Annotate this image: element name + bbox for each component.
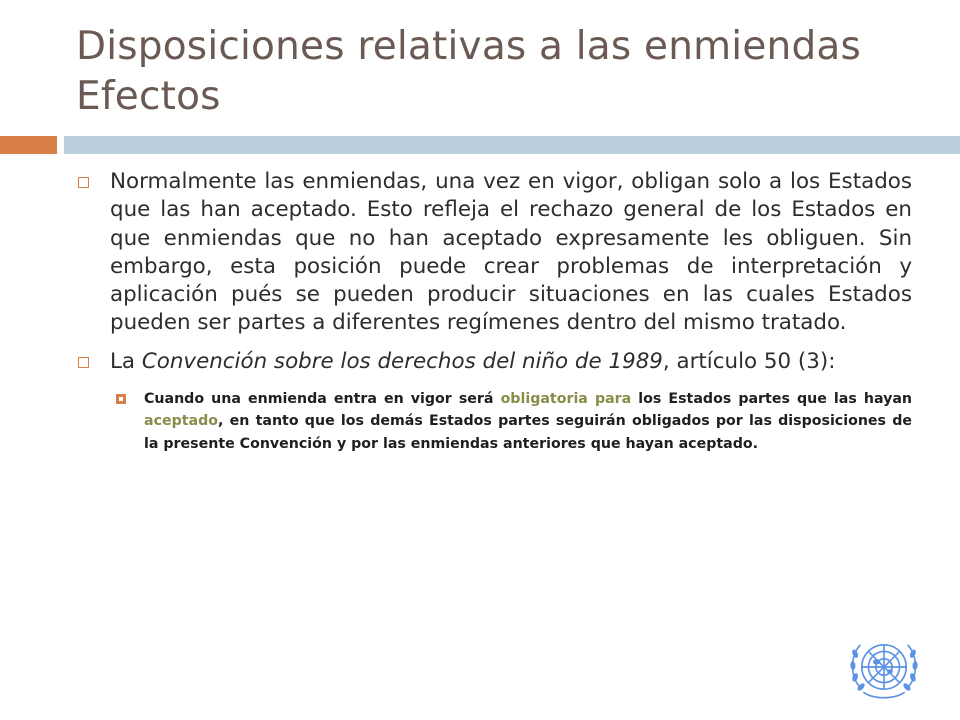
sub-bullet-text-part-3: , en tanto que los demás Estados partes seguirán obligados por las disposiciones de la presente Convención y por las enmiendas anteriores que hayan aceptado. [144, 413, 912, 452]
bullet-item-2 [76, 348, 912, 376]
slide-title-line-1: Disposiciones relativas a las enmiendas [76, 24, 862, 69]
slide-body [76, 168, 912, 455]
sub-bullet-item [110, 388, 912, 455]
highlight-obligatoria: obligatoria para [500, 391, 632, 408]
bullet-text-1: Normalmente las enmiendas, una vez en vigor, obligan solo a los Estados que las han aceptado. Esto refleja el rechazo general de los Estados en que enmiendas que no han aceptado expresamente les obliguen. Sin embargo, esta posición puede crear problemas de interpretación y aplicación pués se pueden producir situaciones en las cuales Estados pueden ser partes a diferentes regímenes dentro del mismo tratado. [110, 169, 912, 336]
highlight-aceptado: aceptado [144, 413, 219, 430]
slide-title-line-2: Efectos [76, 74, 221, 119]
sub-bullet-text-part-2: los Estados partes que las hayan [631, 391, 912, 408]
bullet-text-2-prefix: La [110, 348, 142, 374]
bullet-item-1 [76, 168, 912, 338]
convention-title: Convención sobre los derechos del niño de 1989 [141, 348, 663, 374]
accent-bar-orange [0, 136, 57, 154]
slide-title [76, 22, 936, 122]
hollow-square-bullet-icon [78, 177, 89, 188]
sub-bullet-text-part-1: Cuando una enmienda entra en vigor será [144, 391, 501, 408]
accent-bar-blue [64, 136, 960, 154]
bullet-text-2-suffix: , artículo 50 (3): [662, 348, 836, 374]
square-bullet-icon [116, 394, 126, 404]
un-emblem-icon [847, 630, 921, 704]
hollow-square-bullet-icon [78, 357, 89, 368]
